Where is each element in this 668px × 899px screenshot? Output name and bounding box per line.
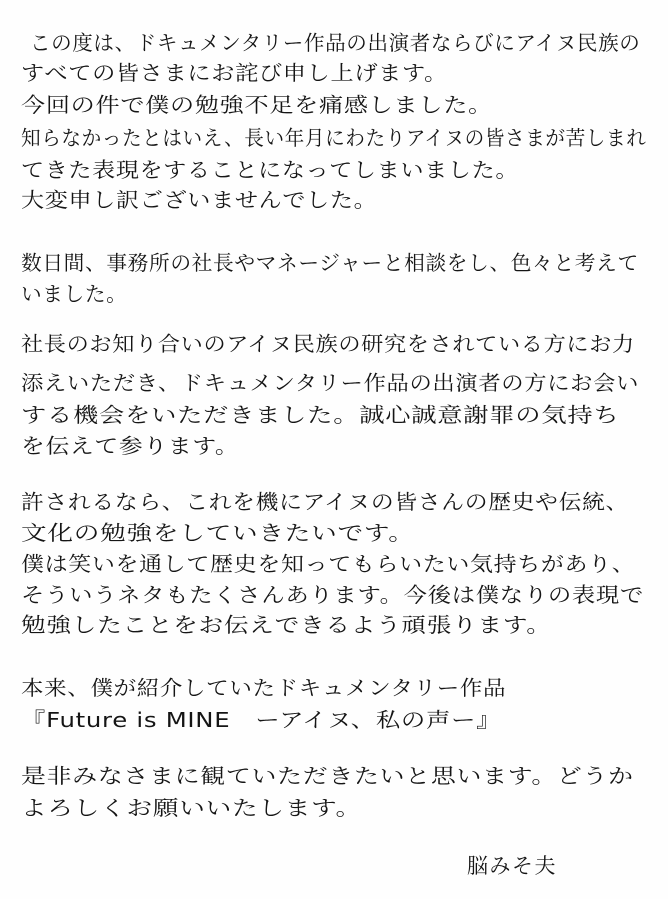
letter-line: する機会をいただきました。誠心誠意謝罪の気持ち (21, 403, 620, 427)
letter-line: 是非みなさまに観ていただきたいと思います。どうか (21, 764, 634, 788)
letter-line: すべての皆さまにお詫び申し上げます。 (21, 61, 448, 85)
letter-line: 添えいただき、ドキュメンタリー作品の出演者の方にお会い (21, 371, 640, 395)
letter-line: 『Future is MINE ーアイヌ、私の声ー』 (21, 708, 502, 732)
signature: 脳みそ夫 (467, 854, 557, 878)
letter-line: を伝えて参ります。 (21, 434, 240, 458)
letter-line: いました。 (21, 282, 128, 306)
letter-line: この度は、ドキュメンタリー作品の出演者ならびにアイヌ民族の (30, 31, 641, 55)
letter-line: 勉強したことをお伝えできるよう頑張ります。 (21, 613, 552, 637)
letter-line: そういうネタもたくさんあります。今後は僕なりの表現で (21, 583, 644, 607)
letter-line: 文化の勉強をしていきたいです。 (21, 521, 415, 545)
letter-line: 社長のお知り合いのアイヌ民族の研究をされている方にお力 (21, 332, 635, 356)
letter-line: よろしくお願いいたします。 (21, 796, 362, 820)
letter-line: 僕は笑いを通して歴史を知ってもらいたい気持ちがあり、 (21, 552, 636, 576)
letter-line: 知らなかったとはいえ、長い年月にわたりアイヌの皆さまが苦しまれ (21, 126, 647, 150)
letter-line: 今回の件で僕の勉強不足を痛感しました。 (21, 93, 493, 117)
letter-line: てきた表現をすることになってしまいました。 (21, 158, 520, 182)
letter-line: 本来、僕が紹介していたドキュメンタリー作品 (21, 676, 507, 700)
letter-line: 数日間、事務所の社長やマネージャーと相談をし、色々と考えて (21, 251, 639, 275)
letter-line: 大変申し訳ございませんでした。 (21, 188, 378, 212)
letter-line: 許されるなら、これを機にアイヌの皆さんの歴史や伝統、 (21, 490, 630, 514)
